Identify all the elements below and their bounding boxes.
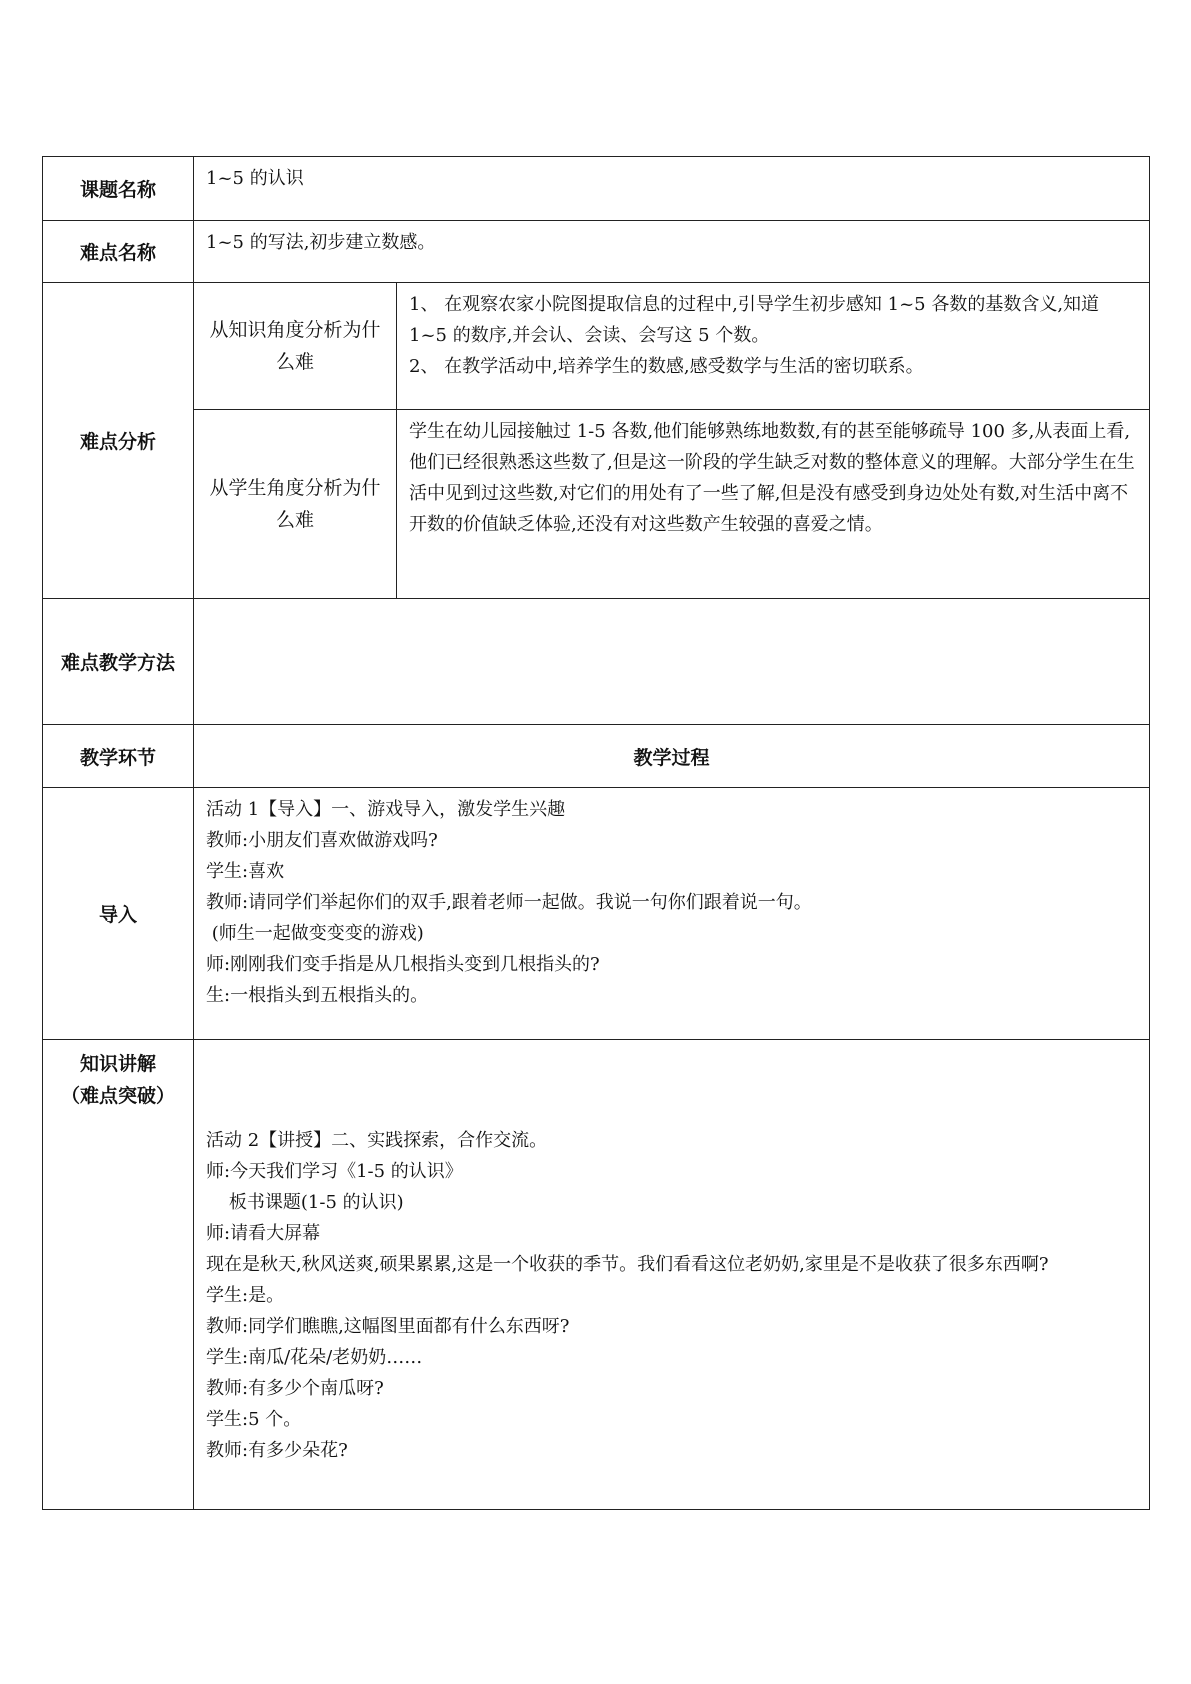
topic-value: 1~5 的认识 xyxy=(194,157,1150,221)
lesson-plan-table xyxy=(42,156,1150,1510)
method-label: 难点教学方法 xyxy=(43,599,194,725)
method-value xyxy=(194,599,1150,725)
difficulty-label: 难点名称 xyxy=(43,221,194,283)
intro-line: 活动 1【导入】一、游戏导入，激发学生兴趣 xyxy=(206,799,566,820)
stage-header: 教学环节 xyxy=(43,725,194,788)
student-angle-label xyxy=(194,410,397,599)
knowledge-point-2: 2、 在教学活动中,培养学生的数感,感受数学与生活的密切联系。 xyxy=(409,356,924,377)
analysis-knowledge-row xyxy=(43,283,1150,410)
intro-line: (师生一起做变变变的游戏) xyxy=(206,923,424,944)
intro-line: 学生:喜欢 xyxy=(206,861,285,882)
process-header: 教学过程 xyxy=(194,725,1150,788)
lecture-label xyxy=(43,1040,194,1510)
difficulty-row xyxy=(43,221,1150,283)
intro-label: 导入 xyxy=(43,788,194,1040)
intro-line: 生:一根指头到五根指头的。 xyxy=(206,985,429,1006)
analysis-label: 难点分析 xyxy=(43,283,194,599)
topic-label: 课题名称 xyxy=(43,157,194,221)
lecture-line: 学生:是。 xyxy=(206,1285,285,1306)
method-row xyxy=(43,599,1150,725)
intro-line: 教师:请同学们举起你们的双手,跟着老师一起做。我说一句你们跟着说一句。 xyxy=(206,892,812,913)
lecture-line: 现在是秋天,秋风送爽,硕果累累,这是一个收获的季节。我们看看这位老奶奶,家里是不是收获了很多东西啊? xyxy=(206,1254,1049,1275)
knowledge-angle-content xyxy=(397,283,1150,410)
student-analysis-text: 学生在幼儿园接触过 1-5 各数,他们能够熟练地数数,有的甚至能够疏导 100 多,从表面上看,他们已经很熟悉这些数了,但是这一阶段的学生缺乏对数的整体意义的理解。大部分学生在生活中见到过这些数,对它们的用处有了一些了解,但是没有感受到身边处处有数,对生活中离不开数的价值缺乏体验,还没有对这些数产生较强的喜爱之情。 xyxy=(409,421,1135,535)
lecture-line: 学生:5 个。 xyxy=(206,1409,302,1430)
lecture-line: 板书课题(1-5 的认识) xyxy=(206,1192,404,1213)
lecture-line: 教师:有多少朵花? xyxy=(206,1440,348,1461)
intro-line: 教师:小朋友们喜欢做游戏吗? xyxy=(206,830,438,851)
lecture-content xyxy=(194,1040,1150,1510)
lecture-label-line1: 知识讲解 xyxy=(79,1053,156,1075)
lecture-line: 师:请看大屏幕 xyxy=(206,1223,321,1244)
lecture-label-line2: （难点突破） xyxy=(60,1085,175,1107)
lecture-line: 活动 2【讲授】二、实践探索，合作交流。 xyxy=(206,1130,548,1151)
intro-line: 师:刚刚我们变手指是从几根指头变到几根指头的? xyxy=(206,954,600,975)
process-header-row xyxy=(43,725,1150,788)
lecture-row xyxy=(43,1040,1150,1510)
lecture-line: 教师:有多少个南瓜呀? xyxy=(206,1378,384,1399)
knowledge-angle-label xyxy=(194,283,397,410)
student-angle-text: 从学生角度分析为什么难 xyxy=(209,477,381,531)
lecture-line: 师:今天我们学习《1-5 的认识》 xyxy=(206,1161,463,1182)
knowledge-point-1: 1、 在观察农家小院图提取信息的过程中,引导学生初步感知 1~5 各数的基数含义,知道 1~5 的数序,并会认、会读、会写这 5 个数。 xyxy=(409,294,1100,346)
lecture-line: 教师:同学们瞧瞧,这幅图里面都有什么东西呀? xyxy=(206,1316,570,1337)
intro-content xyxy=(194,788,1150,1040)
intro-row xyxy=(43,788,1150,1040)
student-angle-content xyxy=(397,410,1150,599)
topic-row xyxy=(43,157,1150,221)
lecture-line: 学生:南瓜/花朵/老奶奶…… xyxy=(206,1347,423,1368)
knowledge-angle-text: 从知识角度分析为什么难 xyxy=(209,319,381,373)
difficulty-value: 1~5 的写法,初步建立数感。 xyxy=(194,221,1150,283)
analysis-student-row xyxy=(43,410,1150,599)
